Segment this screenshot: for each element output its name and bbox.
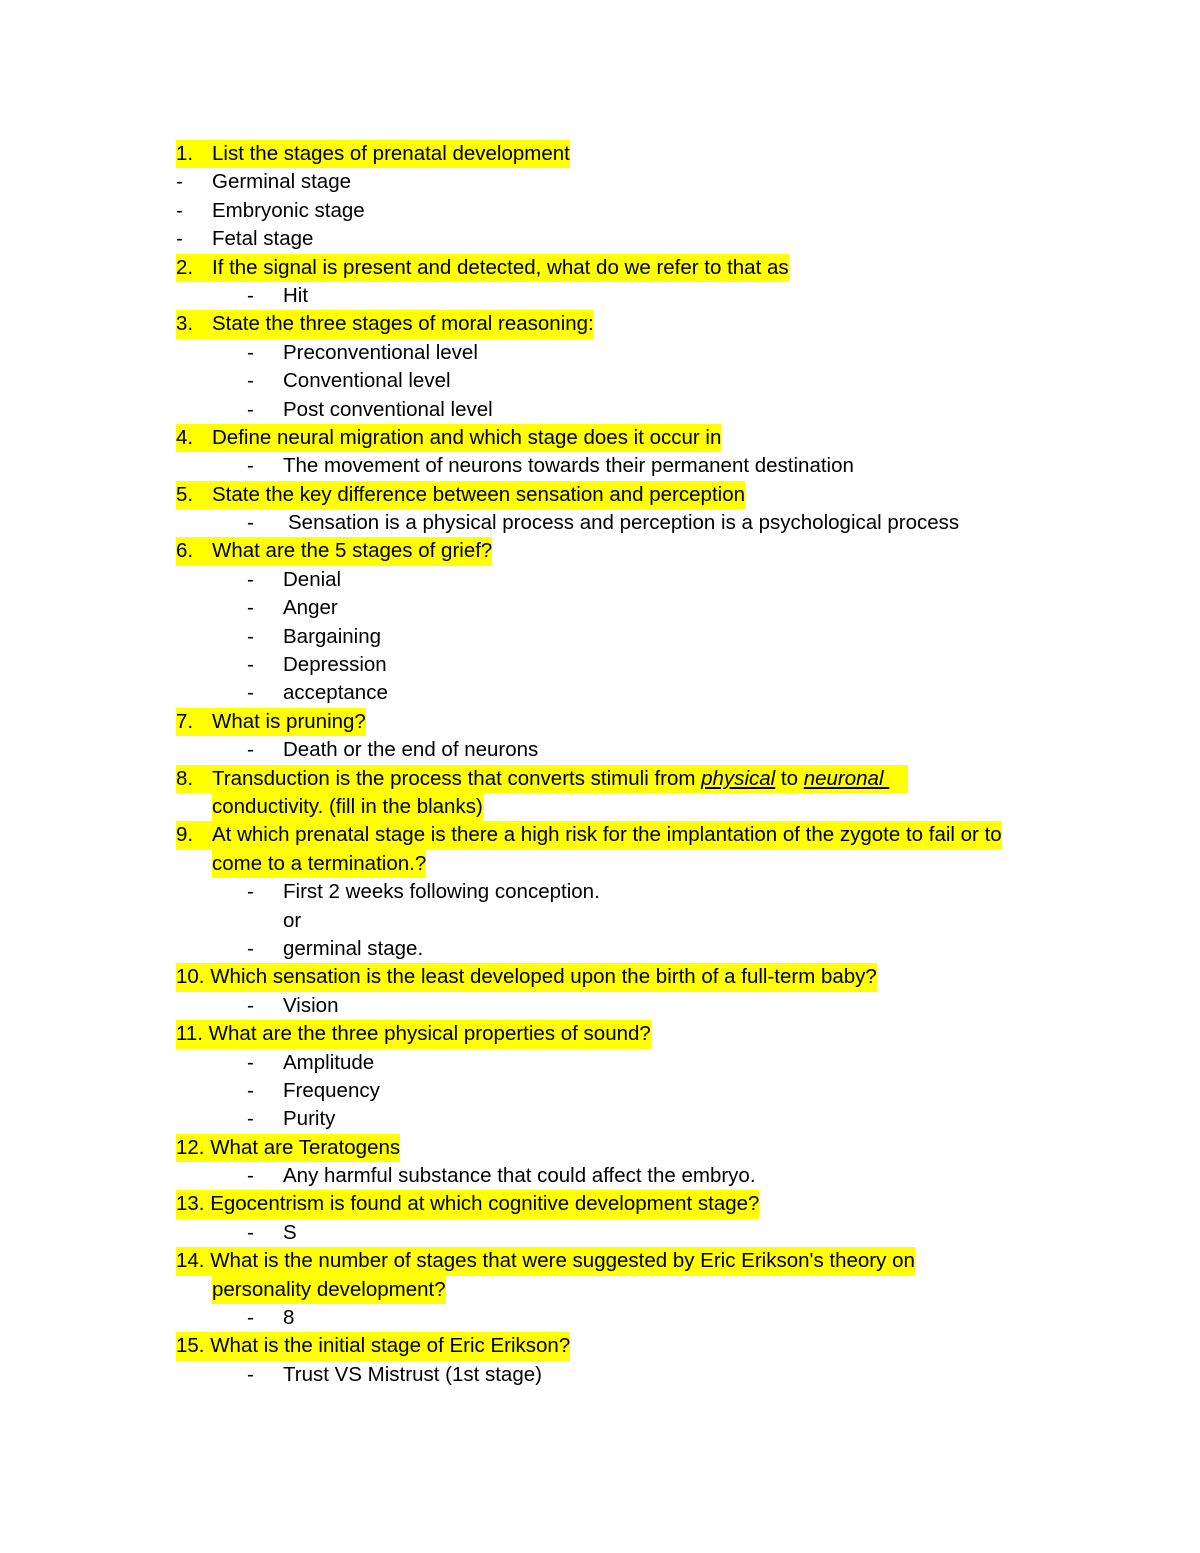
bullet-dash: - xyxy=(247,283,254,307)
answer-item xyxy=(0,452,1200,480)
bullet-dash: - xyxy=(247,1306,254,1330)
question-line xyxy=(0,1134,1200,1162)
answer-text: Trust VS Mistrust (1st stage) xyxy=(283,1362,542,1386)
question-text: come to a termination.? xyxy=(212,850,426,878)
question-line xyxy=(0,708,1200,736)
answer-text: Germinal stage xyxy=(212,170,352,194)
question-line xyxy=(0,1332,1200,1360)
bullet-dash: - xyxy=(176,227,183,251)
answer-item xyxy=(0,992,1200,1020)
question-line xyxy=(0,140,1200,168)
question-text xyxy=(212,765,908,793)
bullet-dash: - xyxy=(247,397,254,421)
answer-item xyxy=(0,396,1200,424)
bullet-dash: - xyxy=(176,170,183,194)
question-number: 5. xyxy=(176,481,213,509)
answer-text: The movement of neurons towards their permanent destination xyxy=(283,454,854,478)
answer-item xyxy=(0,594,1200,622)
answer-text: Amplitude xyxy=(283,1050,375,1074)
question-line xyxy=(0,310,1200,338)
bullet-dash: - xyxy=(247,1164,254,1188)
answer-item xyxy=(0,367,1200,395)
answer-item xyxy=(0,1304,1200,1332)
answer-text: Depression xyxy=(283,653,387,677)
question-line xyxy=(0,1247,1200,1275)
question-line xyxy=(0,1020,1200,1048)
question-text: 14. What is the number of stages that were suggested by Eric Erikson's theory on xyxy=(176,1247,915,1275)
answer-text: Conventional level xyxy=(283,369,451,393)
fill-blank-2: neuronal xyxy=(803,766,884,790)
question-text-part: Transduction is the process that converts stimuli from xyxy=(212,766,702,790)
fill-blank-1: physical xyxy=(701,766,776,790)
bullet-dash: - xyxy=(247,454,254,478)
answer-item xyxy=(0,736,1200,764)
answer-text: Embryonic stage xyxy=(212,198,365,222)
answer-text: Sensation is a physical process and perception is a psychological process xyxy=(288,511,960,535)
question-text: conductivity. (fill in the blanks) xyxy=(212,793,483,821)
question-number: 8. xyxy=(176,765,213,793)
answer-text: Hit xyxy=(283,283,309,307)
answer-text: germinal stage. xyxy=(283,936,424,960)
bullet-dash: - xyxy=(247,880,254,904)
answer-item xyxy=(0,566,1200,594)
answer-item xyxy=(0,197,1200,225)
answer-text: Denial xyxy=(283,567,342,591)
question-text: personality development? xyxy=(212,1276,446,1304)
answer-text: Frequency xyxy=(283,1078,380,1102)
question-text: At which prenatal stage is there a high risk for the implantation of the zygote to fail or to xyxy=(212,821,1002,849)
bullet-dash: - xyxy=(247,567,254,591)
answer-text: Death or the end of neurons xyxy=(283,738,539,762)
answer-item xyxy=(0,1162,1200,1190)
answer-text: Vision xyxy=(283,993,339,1017)
answer-text: Preconventional level xyxy=(283,340,478,364)
bullet-dash: - xyxy=(247,340,254,364)
answer-connector xyxy=(0,907,1200,935)
question-number: 4. xyxy=(176,424,213,452)
answer-item xyxy=(0,282,1200,310)
answer-item xyxy=(0,1361,1200,1389)
question-text: What are the 5 stages of grief? xyxy=(212,537,492,565)
answer-text: S xyxy=(283,1220,297,1244)
question-text: 13. Egocentrism is found at which cognitive development stage? xyxy=(176,1190,759,1218)
question-line xyxy=(0,537,1200,565)
answer-item xyxy=(0,935,1200,963)
question-text: 12. What are Teratogens xyxy=(176,1134,400,1162)
question-line xyxy=(0,765,1200,793)
question-number: 1. xyxy=(176,140,213,168)
question-number: 7. xyxy=(176,708,213,736)
bullet-dash: - xyxy=(247,936,254,960)
bullet-dash: - xyxy=(247,738,254,762)
answer-item xyxy=(0,679,1200,707)
question-continuation xyxy=(0,793,1200,821)
question-line xyxy=(0,963,1200,991)
question-line xyxy=(0,481,1200,509)
answer-item xyxy=(0,1219,1200,1247)
question-number: 9. xyxy=(176,821,213,849)
bullet-dash: - xyxy=(176,198,183,222)
answer-item xyxy=(0,623,1200,651)
answer-item xyxy=(0,651,1200,679)
answer-text: Anger xyxy=(283,596,338,620)
bullet-dash: - xyxy=(247,1362,254,1386)
question-number: 3. xyxy=(176,310,213,338)
answer-item xyxy=(0,878,1200,906)
question-line xyxy=(0,1190,1200,1218)
question-text: 15. What is the initial stage of Eric Erikson? xyxy=(176,1332,570,1360)
answer-text: Fetal stage xyxy=(212,227,314,251)
answer-text: acceptance xyxy=(283,681,388,705)
answer-item xyxy=(0,509,1200,537)
question-line xyxy=(0,821,1200,849)
question-line xyxy=(0,254,1200,282)
bullet-dash: - xyxy=(247,1078,254,1102)
question-text-part: to xyxy=(775,766,804,790)
answer-text: Purity xyxy=(283,1107,336,1131)
question-number: 6. xyxy=(176,537,213,565)
answer-item xyxy=(0,1049,1200,1077)
answer-item xyxy=(0,1077,1200,1105)
answer-item xyxy=(0,225,1200,253)
document-page xyxy=(0,140,1200,1389)
question-line xyxy=(0,424,1200,452)
question-text: 11. What are the three physical properties of sound? xyxy=(176,1020,651,1048)
question-number: 2. xyxy=(176,254,213,282)
answer-text: Bargaining xyxy=(283,624,382,648)
question-text: State the key difference between sensation and perception xyxy=(212,481,745,509)
question-text: List the stages of prenatal development xyxy=(212,140,570,168)
bullet-dash: - xyxy=(247,653,254,677)
answer-text: 8 xyxy=(283,1306,295,1330)
question-text: What is pruning? xyxy=(212,708,366,736)
question-text: State the three stages of moral reasoning: xyxy=(212,310,594,338)
bullet-dash: - xyxy=(247,681,254,705)
answer-item xyxy=(0,1105,1200,1133)
blank-underline xyxy=(884,765,908,793)
question-text: Define neural migration and which stage does it occur in xyxy=(212,424,721,452)
question-continuation xyxy=(0,1276,1200,1304)
question-text: If the signal is present and detected, what do we refer to that as xyxy=(212,254,789,282)
question-continuation xyxy=(0,850,1200,878)
bullet-dash: - xyxy=(247,1107,254,1131)
answer-text: Post conventional level xyxy=(283,397,493,421)
answer-text: First 2 weeks following conception. xyxy=(283,880,600,904)
answer-item xyxy=(0,339,1200,367)
answer-item xyxy=(0,168,1200,196)
bullet-dash: - xyxy=(247,624,254,648)
bullet-dash: - xyxy=(247,1050,254,1074)
bullet-dash: - xyxy=(247,511,254,535)
question-text: 10. Which sensation is the least developed upon the birth of a full-term baby? xyxy=(176,963,877,991)
answer-text: or xyxy=(283,908,302,932)
bullet-dash: - xyxy=(247,1220,254,1244)
bullet-dash: - xyxy=(247,993,254,1017)
answer-text: Any harmful substance that could affect the embryo. xyxy=(283,1164,756,1188)
bullet-dash: - xyxy=(247,596,254,620)
bullet-dash: - xyxy=(247,369,254,393)
